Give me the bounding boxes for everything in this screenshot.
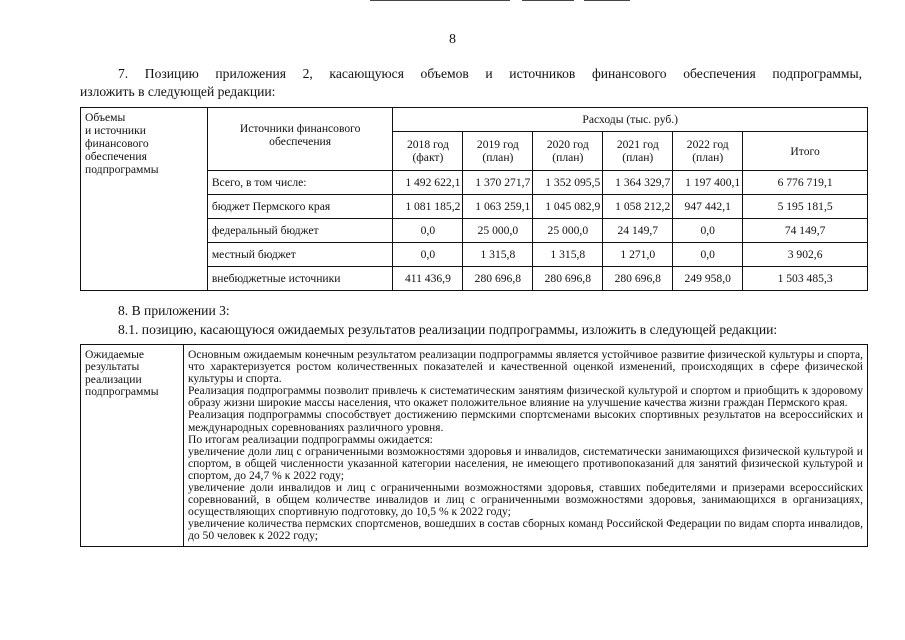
amount-cell: 0,0 [673, 219, 743, 243]
year-header: 2019 год (план) [463, 132, 533, 171]
top-rule-left [370, 0, 510, 1]
top-rule-middle [522, 0, 574, 1]
section-7-line-2: изложить в следующей редакции: [80, 84, 276, 99]
section-8-heading: 8. В приложении 3: [118, 303, 230, 318]
year-header: 2018 год (факт) [393, 132, 463, 171]
amount-cell: 25 000,0 [463, 219, 533, 243]
results-row-label: Ожидаемые результаты реализации подпрограммы [81, 345, 184, 547]
amount-cell: 1 364 329,7 [603, 171, 673, 195]
amount-cell: 1 197 400,1 [673, 171, 743, 195]
amount-cell: 280 696,8 [463, 267, 533, 291]
total-cell: 3 902,6 [743, 243, 868, 267]
total-cell: 6 776 719,1 [743, 171, 868, 195]
amount-cell: 1 492 622,1 [393, 171, 463, 195]
amount-cell: 1 271,0 [603, 243, 673, 267]
amount-cell: 280 696,8 [603, 267, 673, 291]
results-paragraph: увеличение количества пермских спортсменов, вошедших в состав сборных команд Российской Федерации по видам спорта инвалидов, до 50 человек к 2022 году; [187, 517, 863, 543]
amount-cell: 1 352 095,5 [533, 171, 603, 195]
amount-cell: 0,0 [673, 243, 743, 267]
amount-cell: 249 958,0 [673, 267, 743, 291]
amount-cell: 1 045 082,9 [533, 195, 603, 219]
amount-cell: 24 149,7 [603, 219, 673, 243]
results-paragraph: увеличение доли инвалидов и лиц с ограниченными возможностями здоровья, ставших победителями и призерами всероссийских соревнований, в общем количестве инвалидов и лиц с ограниченными возможностями здоровья, занимающихся в организациях, осуществляющих спортивную подготовку, до 10,5 % к 2022 году; [187, 481, 863, 519]
amount-cell: 1 315,8 [463, 243, 533, 267]
results-paragraph: Основным ожидаемым конечным результатом реализации подпрограммы является устойчивое развитие физической культуры и спорта, что характеризуется ростом количественных показателей и качественной оценкой изменений, происходящих в сфере физической культуры и спорта. [187, 348, 863, 386]
amount-cell: 1 081 185,2 [393, 195, 463, 219]
amount-cell: 411 436,9 [393, 267, 463, 291]
source-name: местный бюджет [207, 243, 393, 267]
amount-cell: 1 370 271,7 [463, 171, 533, 195]
year-header: 2022 год (план) [673, 132, 743, 171]
expenses-header: Расходы (тыс. руб.) [393, 108, 868, 132]
expected-results-table [80, 344, 868, 547]
results-paragraph: Реализация подпрограммы способствует достижению пермскими спортсменами высоких спортивных результатов на всероссийских и международных соревнованиях различного уровня. [187, 408, 863, 434]
amount-cell: 0,0 [393, 219, 463, 243]
financing-table [80, 107, 868, 291]
section-8-1-text: 8.1. позицию, касающуюся ожидаемых результатов реализации подпрограммы, изложить в следующей редакции: [118, 322, 778, 337]
amount-cell: 1 063 259,1 [463, 195, 533, 219]
results-description [183, 345, 867, 547]
total-cell: 74 149,7 [743, 219, 868, 243]
top-rule-right [584, 0, 630, 1]
amount-cell: 947 442,1 [673, 195, 743, 219]
financing-row-label: Объемы и источники финансового обеспечения подпрограммы [81, 108, 208, 291]
source-name: бюджет Пермского края [207, 195, 393, 219]
source-name: внебюджетные источники [207, 267, 393, 291]
sources-column-header: Источники финансового обеспечения [207, 108, 393, 171]
amount-cell: 0,0 [393, 243, 463, 267]
amount-cell: 1 058 212,2 [603, 195, 673, 219]
year-header: 2020 год (план) [533, 132, 603, 171]
results-paragraph: увеличение доли лиц с ограниченными возможностями здоровья и инвалидов, систематически занимающихся физической культурой и спортом, в общей численности указанной категории населения, не имеющего противопоказаний для занятий физической культурой и спортом, до 24,7 % к 2022 году; [187, 444, 863, 482]
total-cell: 5 195 181,5 [743, 195, 868, 219]
total-header: Итого [743, 132, 868, 171]
section-7-line-1: 7. Позицию приложения 2, касающуюся объемов и источников финансового обеспечения подпрограммы, [118, 66, 862, 81]
source-name: Всего, в том числе: [207, 171, 393, 195]
results-paragraph: Реализация подпрограммы позволит привлечь к систематическим занятиям физической культурой и спортом и приобщить к здоровому образу жизни широкие массы населения, что окажет положительное влияние на улучшение качества жизни граждан Пермского края. [187, 384, 863, 410]
source-name: федеральный бюджет [207, 219, 393, 243]
year-header: 2021 год (план) [603, 132, 673, 171]
amount-cell: 25 000,0 [533, 219, 603, 243]
page-number: 8 [449, 32, 456, 47]
amount-cell: 280 696,8 [533, 267, 603, 291]
results-paragraph: По итогам реализации подпрограммы ожидается: [187, 432, 433, 446]
amount-cell: 1 315,8 [533, 243, 603, 267]
total-cell: 1 503 485,3 [743, 267, 868, 291]
